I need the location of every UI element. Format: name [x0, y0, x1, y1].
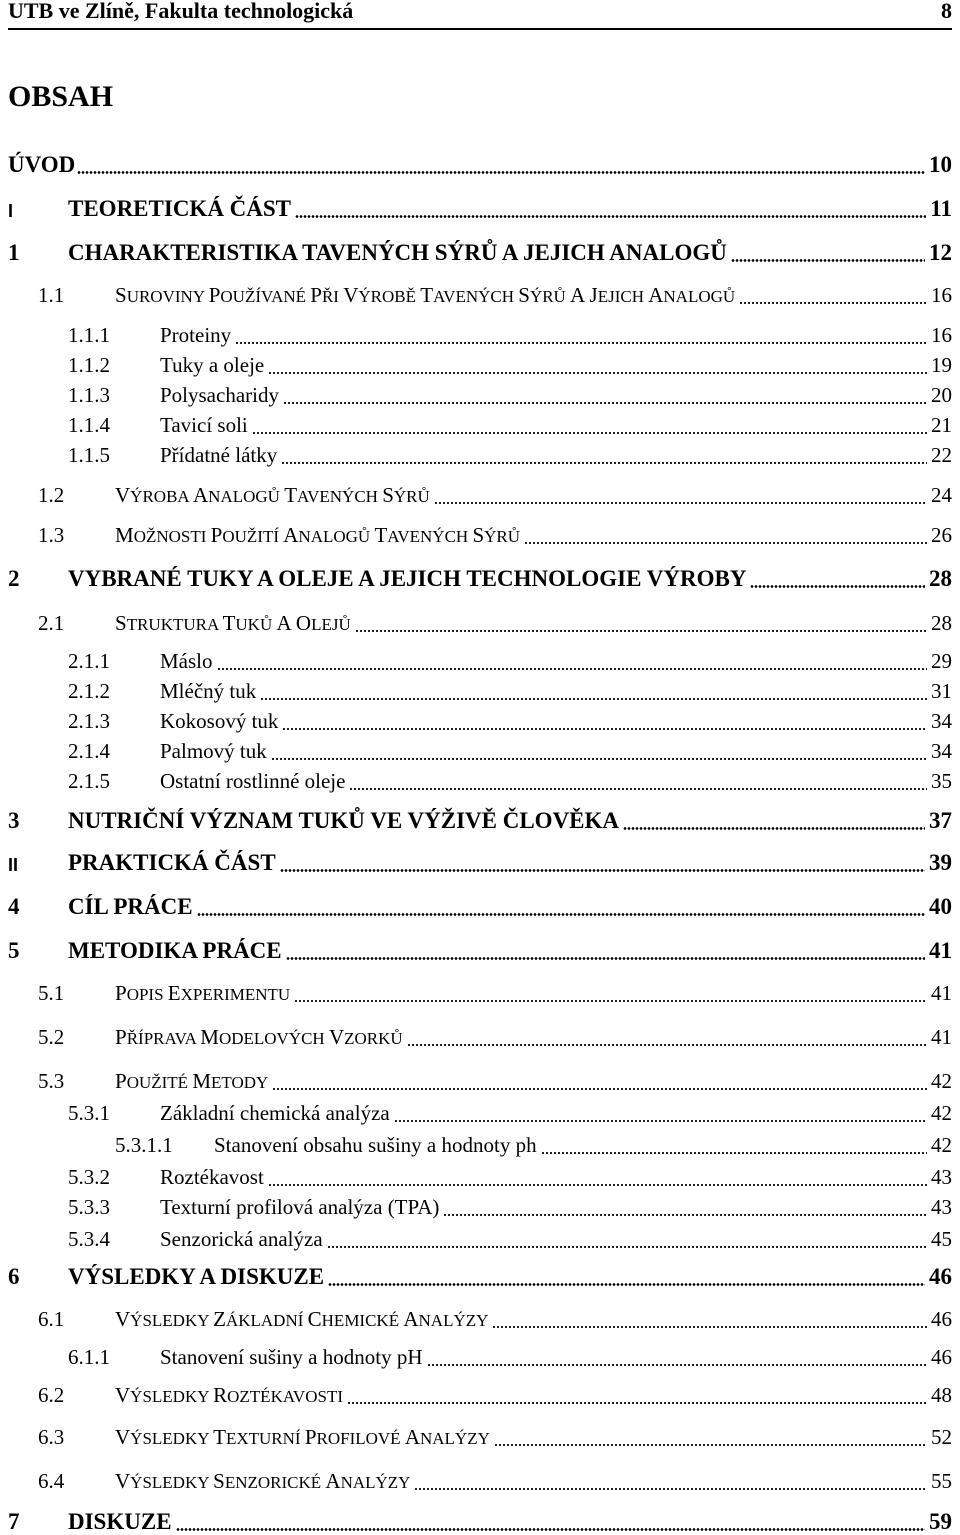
dot-leader: [524, 542, 927, 544]
toc-entry[interactable]: [0, 438, 952, 468]
toc-entry-title: POPIS EXPERIMENTU: [115, 981, 291, 1005]
toc-entry-number: 6.1: [38, 1307, 65, 1331]
toc-entry-title: Přídatné látky: [160, 443, 278, 467]
toc-entry-page: 52: [931, 1425, 952, 1449]
toc-entry-number: 5.3.1: [68, 1101, 110, 1125]
toc-entry-number: ÚVOD: [8, 152, 76, 177]
dot-leader: [327, 1246, 927, 1248]
toc-entry[interactable]: [0, 148, 952, 178]
toc-entry-title: VÝROBA ANALOGŮ TAVENÝCH SÝRŮ: [115, 483, 430, 507]
toc-entry[interactable]: [0, 674, 952, 704]
toc-entry[interactable]: [0, 846, 952, 876]
toc-entry-page: 37: [929, 808, 952, 833]
toc-entry[interactable]: [0, 734, 952, 764]
toc-entry-title: Kokosový tuk: [160, 709, 279, 733]
toc-entry-page: 55: [931, 1469, 952, 1493]
toc-entry-title: PŘÍPRAVA MODELOVÝCH VZORKŮ: [115, 1025, 403, 1049]
toc-entry-number: 5.2: [38, 1025, 65, 1049]
toc-entry[interactable]: [0, 1064, 952, 1094]
toc-entry[interactable]: [0, 236, 952, 266]
toc-entry[interactable]: [0, 1260, 952, 1290]
toc-entry-page: 40: [929, 894, 952, 919]
dot-leader: [286, 957, 925, 960]
toc-entry-page: 41: [929, 938, 952, 963]
dot-leader: [427, 1364, 927, 1366]
toc-entry-number: I: [8, 201, 14, 221]
toc-entry[interactable]: [0, 378, 952, 408]
toc-entry-title: Ostatní rostlinné oleje: [160, 769, 346, 793]
toc-entry-page: 21: [931, 413, 952, 437]
toc-entry-page: 20: [931, 383, 952, 407]
toc-entry-number: 2.1.5: [68, 769, 110, 793]
toc-entry-title: VÝSLEDKY SENZORICKÉ ANALÝZY: [115, 1469, 411, 1493]
dot-leader: [283, 402, 927, 404]
toc-entry-number: 5.1: [38, 981, 65, 1005]
page-header: [8, 0, 952, 30]
toc-entry-page: 41: [931, 1025, 952, 1049]
toc-entry-title: Tavicí soli: [160, 413, 248, 437]
dot-leader: [414, 1488, 927, 1490]
toc-entry-title: Tuky a oleje: [160, 353, 265, 377]
toc-entry-page: 39: [929, 850, 952, 875]
toc-entry-page: 31: [931, 679, 952, 703]
toc-entry-page: 42: [931, 1133, 952, 1157]
dot-leader: [443, 1214, 927, 1216]
toc-entry-page: 46: [929, 1264, 952, 1289]
toc-entry-title: NUTRIČNÍ VÝZNAM TUKŮ VE VÝŽIVĚ ČLOVĚKA: [68, 808, 620, 833]
toc-entry-page: 59: [929, 1509, 952, 1534]
toc-entry-number: II: [8, 855, 19, 875]
header-page-number: 8: [941, 0, 952, 23]
toc-entry-number: 5: [8, 938, 20, 963]
toc-entry-page: 12: [929, 240, 952, 265]
dot-leader: [176, 1528, 925, 1531]
toc-entry-title: Stanovení sušiny a hodnoty pH: [160, 1345, 423, 1369]
toc-entry-number: 1.2: [38, 483, 65, 507]
toc-entry[interactable]: [0, 318, 952, 348]
toc-entry[interactable]: [0, 890, 952, 920]
toc-entry-number: 1.1.2: [68, 353, 110, 377]
toc-entry-page: 22: [931, 443, 952, 467]
toc-entry[interactable]: [0, 478, 952, 508]
toc-entry-title: Základní chemická analýza: [160, 1101, 390, 1125]
toc-entry[interactable]: [0, 1190, 952, 1220]
toc-entry-title: Palmový tuk: [160, 739, 267, 763]
dot-leader: [349, 788, 927, 790]
toc-entry[interactable]: [0, 348, 952, 378]
toc-entry-number: 1.1.3: [68, 383, 110, 407]
toc-entry-number: 6.3: [38, 1425, 65, 1449]
toc-entry-title: Texturní profilová analýza (TPA): [160, 1195, 440, 1219]
toc-entry-page: 45: [931, 1227, 952, 1251]
dot-leader: [77, 171, 925, 174]
toc-entry-page: 29: [931, 649, 952, 673]
toc-entry-title: VÝSLEDKY TEXTURNÍ PROFILOVÉ ANALÝZY: [115, 1425, 490, 1449]
dot-leader: [739, 302, 927, 304]
toc-entry-title: CHARAKTERISTIKA TAVENÝCH SÝRŮ A JEJICH ANALOGŮ: [68, 240, 727, 265]
toc-entry-page: 41: [931, 981, 952, 1005]
toc-entry-number: 1.3: [38, 523, 65, 547]
toc-entry[interactable]: [0, 606, 952, 636]
toc-entry-title: Mléčný tuk: [160, 679, 257, 703]
toc-entry-page: 16: [931, 283, 952, 307]
dot-leader: [217, 668, 927, 670]
toc-entry-number: 2: [8, 566, 20, 591]
toc-entry-number: 1.1.5: [68, 443, 110, 467]
toc-entry-page: 48: [931, 1383, 952, 1407]
dot-leader: [541, 1152, 927, 1154]
toc-entry-title: DISKUZE: [68, 1509, 172, 1534]
toc-entry-number: 2.1.4: [68, 739, 110, 763]
toc-entry-page: 16: [931, 323, 952, 347]
toc-entry-number: 2.1.3: [68, 709, 110, 733]
toc-entry-title: VYBRANÉ TUKY A OLEJE A JEJICH TECHNOLOGIE VÝROBY: [68, 566, 747, 591]
dot-leader: [434, 502, 927, 504]
toc-entry-number: 6.4: [38, 1469, 65, 1493]
toc-entry-number: 2.1.1: [68, 649, 110, 673]
toc-entry-page: 42: [931, 1069, 952, 1093]
dot-leader: [280, 869, 925, 872]
toc-entry-page: 34: [931, 739, 952, 763]
dot-leader: [394, 1120, 927, 1122]
toc-entry[interactable]: [0, 1020, 952, 1050]
toc-entry-title: MOŽNOSTI POUŽITÍ ANALOGŮ TAVENÝCH SÝRŮ: [115, 523, 521, 547]
toc-entry-page: 46: [931, 1345, 952, 1369]
dot-leader: [197, 913, 925, 916]
toc-entry[interactable]: [0, 1340, 952, 1370]
toc-entry-page: 19: [931, 353, 952, 377]
toc-entry-title: METODIKA PRÁCE: [68, 938, 282, 963]
toc-entry[interactable]: [0, 1128, 952, 1158]
dot-leader: [281, 462, 927, 464]
toc-entry-number: 6.2: [38, 1383, 65, 1407]
toc-entry-page: 42: [931, 1101, 952, 1125]
dot-leader: [407, 1044, 927, 1046]
toc-entry[interactable]: [0, 976, 952, 1006]
toc-entry[interactable]: [0, 704, 952, 734]
toc-entry[interactable]: [0, 518, 952, 548]
toc-entry-number: 2.1: [38, 611, 65, 635]
toc-entry[interactable]: [0, 1378, 952, 1408]
toc-entry-number: 3: [8, 808, 20, 833]
dot-leader: [282, 728, 927, 730]
dot-leader: [750, 585, 925, 588]
dot-leader: [328, 1283, 925, 1286]
toc-entry-title: Roztékavost: [160, 1165, 264, 1189]
toc-entry-number: 5.3: [38, 1069, 65, 1093]
toc-entry-title: PRAKTICKÁ ČÁST: [68, 850, 276, 875]
dot-leader: [260, 698, 927, 700]
toc-entry-number: 5.3.1.1: [115, 1133, 173, 1157]
toc-entry[interactable]: [0, 1222, 952, 1252]
toc-entry-title: Polysacharidy: [160, 383, 279, 407]
toc-entry[interactable]: [0, 1302, 952, 1332]
toc-entry-page: 34: [931, 709, 952, 733]
toc-entry-title: STRUKTURA TUKŮ A OLEJŮ: [115, 611, 351, 635]
toc-entry-number: 6.1.1: [68, 1345, 110, 1369]
toc-entry-page: 35: [931, 769, 952, 793]
toc-entry[interactable]: [0, 562, 952, 592]
toc-entry-number: 4: [8, 894, 20, 919]
toc-entry-page: 10: [929, 152, 952, 177]
toc-entry-page: 46: [931, 1307, 952, 1331]
toc-entry[interactable]: [0, 804, 952, 834]
dot-leader: [623, 827, 925, 830]
dot-leader: [494, 1444, 927, 1446]
toc-entry[interactable]: [0, 934, 952, 964]
toc-entry[interactable]: [0, 278, 952, 308]
dot-leader: [492, 1326, 927, 1328]
toc-entry-title: VÝSLEDKY A DISKUZE: [68, 1264, 325, 1289]
toc-entry[interactable]: [0, 1160, 952, 1190]
toc-entry-page: 28: [929, 566, 952, 591]
dot-leader: [268, 1184, 927, 1186]
toc-entry-page: 24: [931, 483, 952, 507]
dot-leader: [731, 259, 925, 262]
toc-entry-title: CÍL PRÁCE: [68, 894, 193, 919]
toc-entry-number: 1.1: [38, 283, 65, 307]
dot-leader: [252, 432, 927, 434]
toc-entry-page: 26: [931, 523, 952, 547]
toc-entry[interactable]: [0, 192, 952, 222]
header-institution: UTB ve Zlíně, Fakulta technologická: [8, 0, 354, 23]
dot-leader: [271, 758, 927, 760]
toc-entry-title: Máslo: [160, 649, 213, 673]
toc-entry-page: 28: [931, 611, 952, 635]
toc-entry[interactable]: [0, 1420, 952, 1450]
toc-entry-page: 43: [931, 1165, 952, 1189]
toc-entry[interactable]: [0, 1505, 952, 1535]
toc-entry-page: 43: [931, 1195, 952, 1219]
dot-leader: [272, 1088, 927, 1090]
toc-entry-number: 1.1.1: [68, 323, 110, 347]
toc-entry-title: VÝSLEDKY ZÁKLADNÍ CHEMICKÉ ANALÝZY: [115, 1307, 489, 1331]
toc-entry-title: VÝSLEDKY ROZTÉKAVOSTI: [115, 1383, 343, 1407]
dot-leader: [268, 372, 927, 374]
dot-leader: [235, 342, 927, 344]
toc-entry[interactable]: [0, 1096, 952, 1126]
dot-leader: [355, 630, 927, 632]
toc-entry-number: 1.1.4: [68, 413, 110, 437]
toc-entry-page: 11: [930, 196, 952, 221]
toc-entry-number: 6: [8, 1264, 20, 1289]
toc-entry[interactable]: [0, 644, 952, 674]
toc-entry[interactable]: [0, 764, 952, 794]
toc-entry-number: 2.1.2: [68, 679, 110, 703]
toc-entry-number: 1: [8, 240, 20, 265]
toc-entry-number: 5.3.3: [68, 1195, 110, 1219]
toc-entry-number: 5.3.2: [68, 1165, 110, 1189]
toc-entry-title: SUROVINY POUŽÍVANÉ PŘI VÝROBĚ TAVENÝCH SÝRŮ A JEJICH ANALOGŮ: [115, 283, 736, 307]
toc-entry-number: 5.3.4: [68, 1227, 110, 1251]
toc-title: OBSAH: [8, 80, 114, 113]
toc-entry-title: Proteiny: [160, 323, 232, 347]
toc-entry[interactable]: [0, 1464, 952, 1494]
dot-leader: [295, 215, 926, 218]
toc-entry-number: 7: [8, 1509, 20, 1534]
dot-leader: [347, 1402, 927, 1404]
dot-leader: [294, 1000, 927, 1002]
toc-entry-title: Stanovení obsahu sušiny a hodnoty ph: [214, 1133, 537, 1157]
toc-entry-title: TEORETICKÁ ČÁST: [68, 196, 292, 221]
toc-entry-title: POUŽITÉ METODY: [115, 1069, 269, 1093]
toc-entry[interactable]: [0, 408, 952, 438]
toc-entry-title: Senzorická analýza: [160, 1227, 323, 1251]
